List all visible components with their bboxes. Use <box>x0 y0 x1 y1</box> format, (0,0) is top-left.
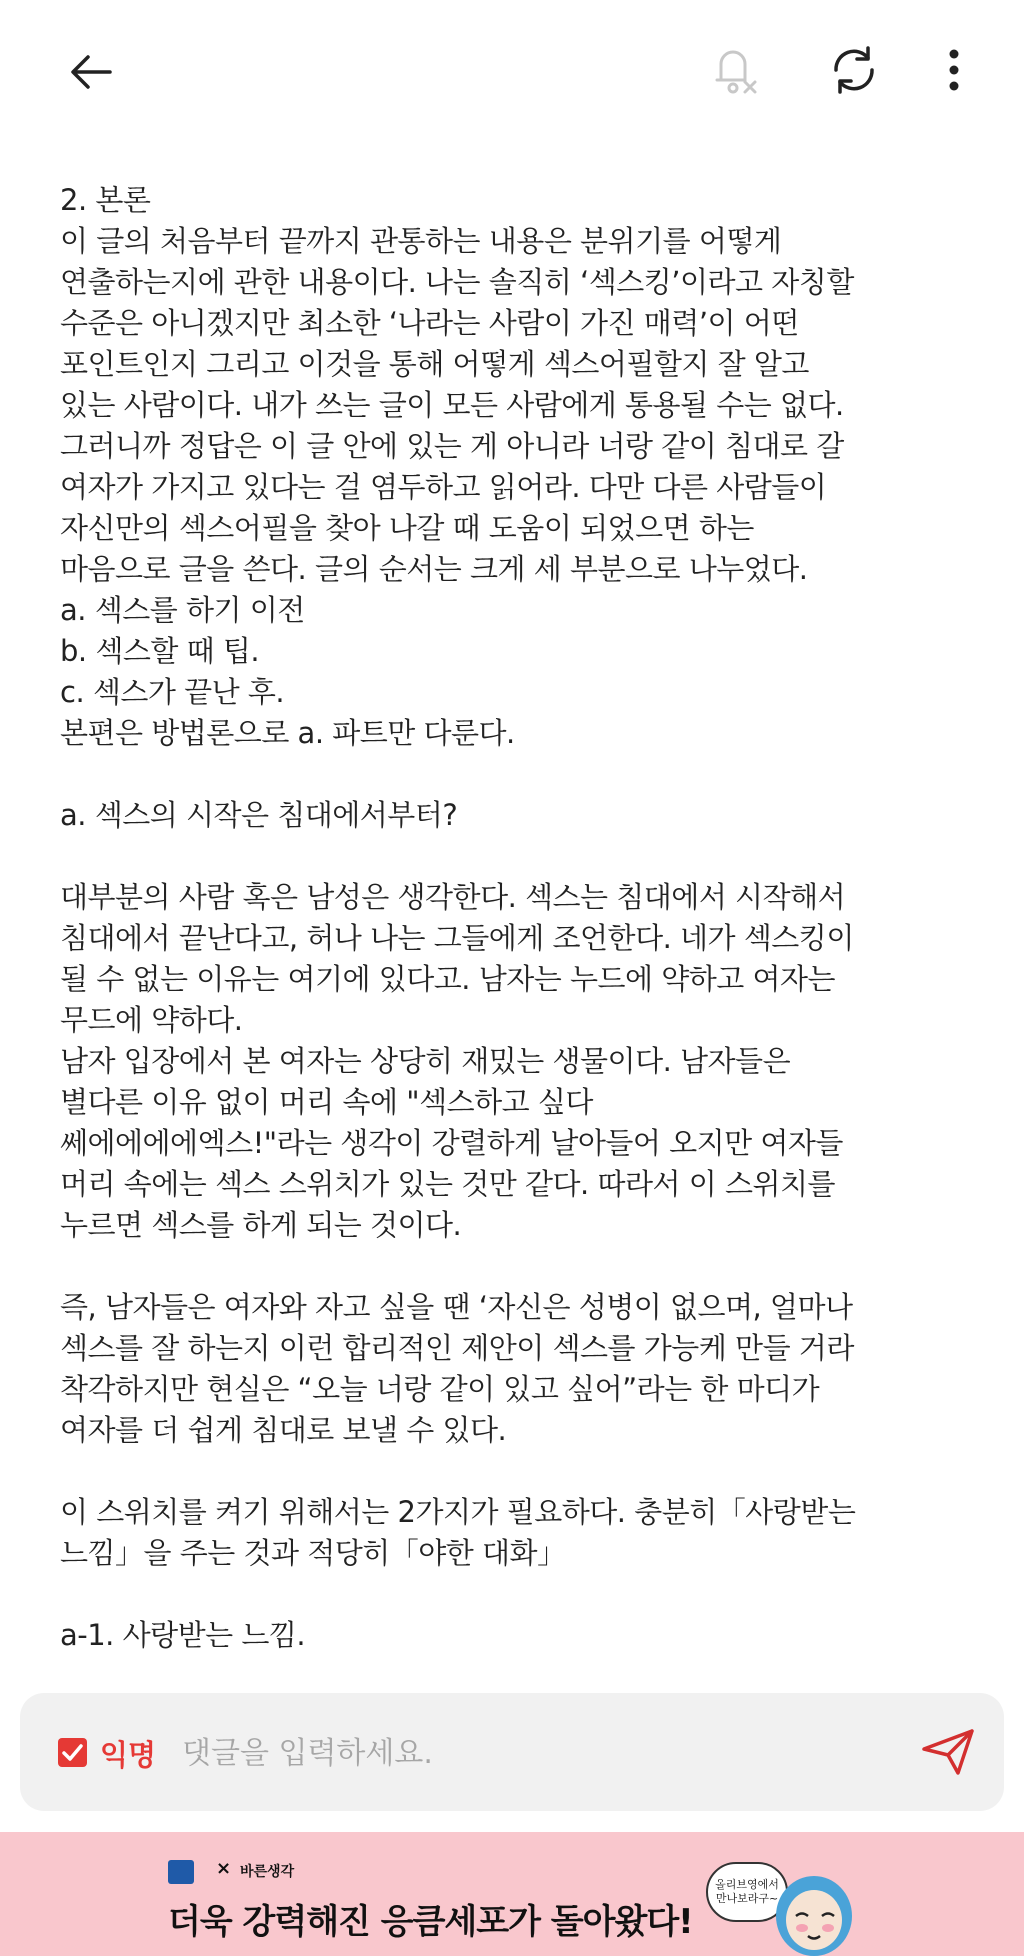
article-line: 쎄에에에에엑스!"라는 생각이 강렬하게 날아들어 오지만 여자들 <box>60 1126 843 1160</box>
article-line: 있는 사람이다. 내가 쓰는 글이 모든 사람에게 통용될 수는 없다. <box>60 388 844 422</box>
banner-headline: 더욱 강력해진 응큼세포가 돌아왔다! <box>168 1902 693 1942</box>
article-line: 섹스를 잘 하는지 이런 합리적인 제안이 섹스를 가능케 만들 거라 <box>60 1331 854 1365</box>
article-line: 본편은 방법론으로 a. 파트만 다룬다. <box>60 716 515 750</box>
article-line: c. 섹스가 끝난 후. <box>60 675 285 709</box>
collab-x: × <box>216 1858 232 1879</box>
paragraph-spacer <box>60 1246 970 1287</box>
article-line: 느낌」을 주는 것과 적당히「야한 대화」 <box>60 1536 566 1570</box>
article-line: 여자가 가지고 있다는 걸 염두하고 읽어라. 다만 다른 사람들이 <box>60 470 827 504</box>
bubble-line-1: 올리브영에서 <box>715 1878 779 1891</box>
article-line: 자신만의 섹스어필을 찾아 나갈 때 도움이 되었으면 하는 <box>60 511 754 545</box>
article-line: a-1. 사랑받는 느낌. <box>60 1618 306 1652</box>
brand-logo <box>168 1860 194 1884</box>
comment-input[interactable] <box>180 1723 904 1783</box>
anonymous-label[interactable]: 익명 <box>100 1738 157 1772</box>
mascot-character-icon <box>770 1858 856 1956</box>
more-options-button[interactable] <box>938 44 970 96</box>
more-vertical-icon <box>948 48 960 92</box>
article-line: a. 섹스의 시작은 침대에서부터? <box>60 798 458 832</box>
back-button[interactable] <box>58 44 122 100</box>
checkmark-icon <box>58 1738 87 1767</box>
article-line: b. 섹스할 때 팁. <box>60 634 260 668</box>
article-line: 착각하지만 현실은 “오늘 너랑 같이 있고 싶어”라는 한 마디가 <box>60 1372 820 1406</box>
paragraph-spacer <box>60 1451 970 1492</box>
article-line: 2. 본론 <box>60 183 151 217</box>
article-line: 이 글의 처음부터 끝까지 관통하는 내용은 분위기를 어떻게 <box>60 224 782 258</box>
mute-notifications-button[interactable] <box>703 40 767 100</box>
article-line: 연출하는지에 관한 내용이다. 나는 솔직히 ‘섹스킹’이라고 자칭할 <box>60 265 854 299</box>
article-line: 침대에서 끝난다고, 허나 나는 그들에게 조언한다. 네가 섹스킹이 <box>60 921 854 955</box>
refresh-icon <box>828 44 880 96</box>
paragraph-spacer <box>60 836 970 877</box>
ad-banner[interactable] <box>0 1832 1024 1956</box>
article-line: 대부분의 사람 혹은 남성은 생각한다. 섹스는 침대에서 시작해서 <box>60 880 846 914</box>
article-line: 무드에 약하다. <box>60 1003 243 1037</box>
article-line: 마음으로 글을 쓴다. 글의 순서는 크게 세 부분으로 나누었다. <box>60 552 808 586</box>
brand-name: 바른생각 <box>240 1864 295 1880</box>
article-line: 될 수 없는 이유는 여기에 있다고. 남자는 누드에 약하고 여자는 <box>60 962 836 996</box>
article-line: 그러니까 정답은 이 글 안에 있는 게 아니라 너랑 같이 침대로 갈 <box>60 429 844 463</box>
article-line: 이 스위치를 켜기 위해서는 2가지가 필요하다. 충분히「사랑받는 <box>60 1495 856 1529</box>
paragraph-spacer <box>60 754 970 795</box>
refresh-button[interactable] <box>824 40 884 100</box>
article-line: 즉, 남자들은 여자와 자고 싶을 땐 ‘자신은 성병이 없으며, 얼마나 <box>60 1290 853 1324</box>
paragraph-spacer <box>60 1574 970 1615</box>
top-bar <box>0 0 1024 140</box>
article-line: 누르면 섹스를 하게 되는 것이다. <box>60 1208 462 1242</box>
article-line: 별다른 이유 없이 머리 속에 "섹스하고 싶다 <box>60 1085 593 1119</box>
article-line: a. 섹스를 하기 이전 <box>60 593 305 627</box>
bell-off-icon <box>709 42 761 98</box>
article-line: 남자 입장에서 본 여자는 상당히 재밌는 생물이다. 남자들은 <box>60 1044 791 1078</box>
article-line: 포인트인지 그리고 이것을 통해 어떻게 섹스어필할지 잘 알고 <box>60 347 809 381</box>
article-line: 머리 속에는 섹스 스위치가 있는 것만 같다. 따라서 이 스위치를 <box>60 1167 836 1201</box>
comment-bar <box>20 1693 1004 1811</box>
article-body <box>60 180 970 1656</box>
send-button[interactable] <box>920 1727 976 1777</box>
bubble-line-2: 만나보라구~ <box>715 1892 779 1905</box>
article-line: 수준은 아니겠지만 최소한 ‘나라는 사람이 가진 매력’이 어떤 <box>60 306 799 340</box>
article-line: 여자를 더 쉽게 침대로 보낼 수 있다. <box>60 1413 507 1447</box>
anonymous-checkbox[interactable] <box>58 1738 87 1767</box>
send-icon <box>920 1727 976 1777</box>
arrow-left-icon <box>68 52 112 92</box>
